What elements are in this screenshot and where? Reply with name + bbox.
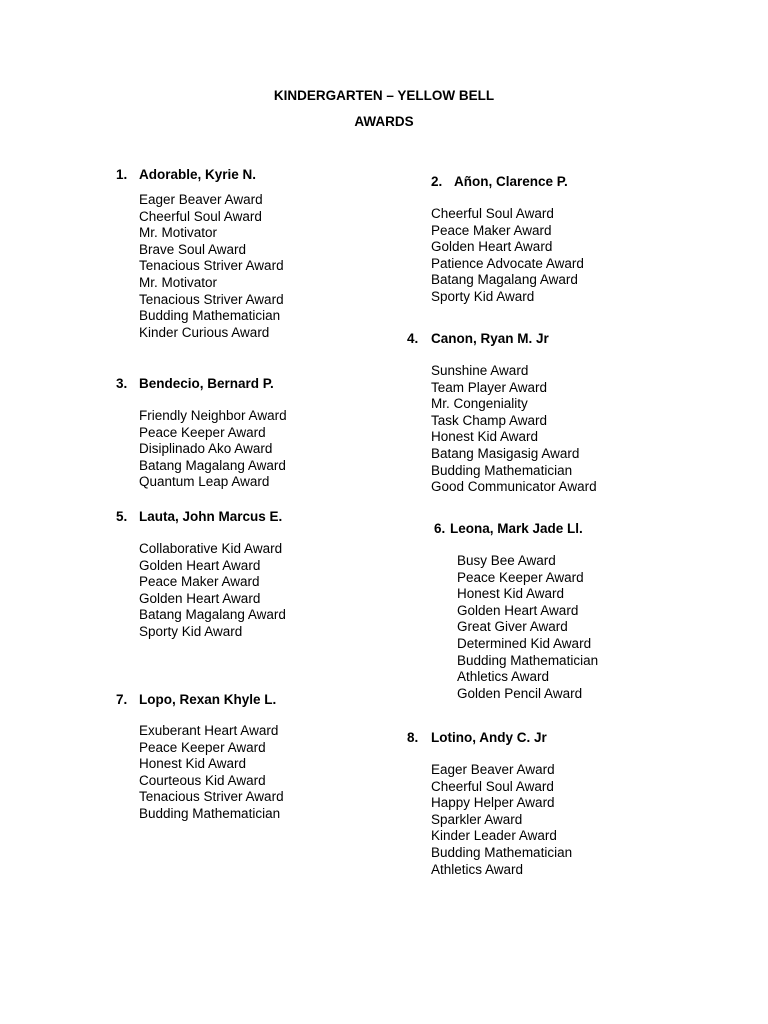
student-name: Lauta, John Marcus E. xyxy=(139,509,283,524)
award-item: Collaborative Kid Award xyxy=(139,541,283,556)
student-name: Lopo, Rexan Khyle L. xyxy=(139,692,277,707)
award-item: Sporty Kid Award xyxy=(431,288,535,304)
award-item: Peace Keeper Award xyxy=(139,424,266,440)
award-item: Mr. Motivator xyxy=(139,274,218,290)
award-item: Cheerful Soul Award xyxy=(139,208,262,224)
award-item: Tenacious Striver Award xyxy=(139,291,284,307)
award-item: Golden Pencil Award xyxy=(457,685,583,701)
award-item: Golden Heart Award xyxy=(457,602,579,618)
award-item: Exuberant Heart Award xyxy=(139,723,279,738)
student-name: Añon, Clarence P. xyxy=(454,174,568,189)
student-number: 2. xyxy=(431,174,443,189)
award-item: Budding Mathematician xyxy=(457,652,599,668)
award-item: Golden Heart Award xyxy=(139,590,261,606)
student-number: 6. xyxy=(434,521,446,536)
student-name: Adorable, Kyrie N. xyxy=(139,167,257,182)
award-item: Tenacious Striver Award xyxy=(139,789,284,805)
award-list xyxy=(431,762,572,878)
student-name: Canon, Ryan M. Jr xyxy=(431,331,549,346)
award-item: Peace Keeper Award xyxy=(139,739,266,755)
award-item: Sunshine Award xyxy=(431,363,529,378)
award-list xyxy=(139,541,286,641)
student-number: 1. xyxy=(116,167,128,182)
award-item: Kinder Leader Award xyxy=(431,828,557,844)
award-item: Courteous Kid Award xyxy=(139,772,266,788)
award-list xyxy=(457,553,598,702)
student-number: 4. xyxy=(407,331,419,346)
student-name: Leona, Mark Jade Ll. xyxy=(450,521,583,536)
award-list xyxy=(139,192,284,341)
award-item: Team Player Award xyxy=(431,379,548,395)
award-item: Batang Magalang Award xyxy=(139,607,286,623)
award-item: Busy Bee Award xyxy=(457,553,556,568)
student-number: 5. xyxy=(116,509,128,524)
award-item: Eager Beaver Award xyxy=(139,192,263,207)
award-list xyxy=(139,723,284,823)
award-item: Athletics Award xyxy=(457,669,550,685)
award-list xyxy=(431,206,584,306)
award-item: Disiplinado Ako Award xyxy=(139,441,273,457)
award-list xyxy=(431,363,597,496)
award-item: Eager Beaver Award xyxy=(431,762,555,777)
award-item: Mr. Motivator xyxy=(139,225,218,241)
award-item: Great Giver Award xyxy=(457,619,568,635)
award-item: Tenacious Striver Award xyxy=(139,258,284,274)
award-item: Good Communicator Award xyxy=(431,479,597,495)
award-item: Peace Maker Award xyxy=(139,574,260,590)
award-item: Batang Magalang Award xyxy=(431,272,578,288)
student-number: 8. xyxy=(407,730,419,745)
award-item: Honest Kid Award xyxy=(431,429,539,445)
award-item: Budding Mathematician xyxy=(431,462,573,478)
award-item: Batang Masigasig Award xyxy=(431,445,580,461)
student-name: Lotino, Andy C. Jr xyxy=(431,730,547,745)
award-item: Athletics Award xyxy=(431,861,524,877)
award-item: Patience Advocate Award xyxy=(431,255,584,271)
award-item: Golden Heart Award xyxy=(431,239,553,255)
award-item: Honest Kid Award xyxy=(457,586,565,602)
award-item: Happy Helper Award xyxy=(431,795,555,811)
award-list xyxy=(139,408,287,491)
award-item: Honest Kid Award xyxy=(139,756,247,772)
student-number: 3. xyxy=(116,376,128,391)
award-item: Sparkler Award xyxy=(431,811,523,827)
student-name: Bendecio, Bernard P. xyxy=(139,376,274,391)
award-item: Task Champ Award xyxy=(431,412,548,428)
award-item: Cheerful Soul Award xyxy=(431,206,554,221)
award-item: Kinder Curious Award xyxy=(139,324,270,340)
award-item: Quantum Leap Award xyxy=(139,474,270,490)
page-subtitle: AWARDS xyxy=(354,114,414,129)
award-item: Budding Mathematician xyxy=(139,308,281,324)
award-item: Budding Mathematician xyxy=(431,844,573,860)
award-item: Cheerful Soul Award xyxy=(431,778,554,794)
award-item: Batang Magalang Award xyxy=(139,457,286,473)
award-item: Determined Kid Award xyxy=(457,635,592,651)
award-item: Budding Mathematician xyxy=(139,805,281,821)
award-item: Peace Maker Award xyxy=(431,222,552,238)
award-item: Peace Keeper Award xyxy=(457,569,584,585)
award-item: Sporty Kid Award xyxy=(139,623,243,639)
award-item: Mr. Congeniality xyxy=(431,396,528,412)
award-item: Brave Soul Award xyxy=(139,241,247,257)
award-item: Golden Heart Award xyxy=(139,557,261,573)
page-title: KINDERGARTEN – YELLOW BELL xyxy=(273,88,495,103)
student-number: 7. xyxy=(116,692,128,707)
award-item: Friendly Neighbor Award xyxy=(139,408,287,423)
